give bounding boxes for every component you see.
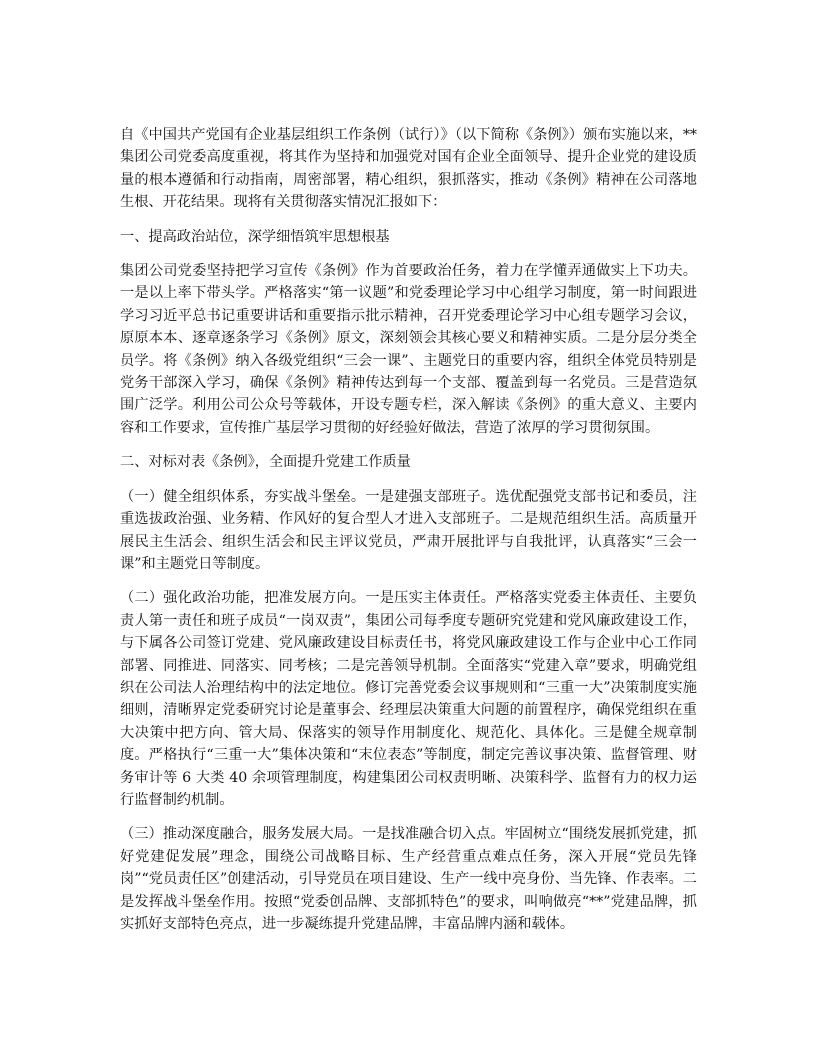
subsection-1-paragraph: （一）健全组织体系，夯实战斗堡垒。一是建强支部班子。选优配强党支部书记和委员，注重选拔政治强、业务精、作风好的复合型人才进入支部班子。二是规范组织生活。高质量开展民主生活会、组织生活会和民主评议党员，严肃开展批评与自我批评，认真落实“三会一课”和主题党日等制度。: [120, 488, 697, 572]
section-heading-1: 一、提高政治站位，深学细悟筑牢思想根基: [120, 228, 390, 245]
subsection-3-paragraph: （三）推动深度融合，服务发展大局。一是找准融合切入点。牢固树立“围绕发展抓党建，抓好党建促发展”理念，围绕公司战略目标、生产经营重点难点任务，深入开展“党员先锋岗”“党员责任区”创建活动，引导党员在项目建设、生产一线中亮身份、当先锋、作表率。二是发挥战斗堡垒作用。按照“党委创品牌、支部抓特色”的要求，叫响做亮“**”党建品牌，抓实抓好支部特色亮点，进一步凝练提升党建品牌，丰富品牌内涵和载体。: [120, 826, 697, 932]
intro-paragraph: 自《中国共产党国有企业基层组织工作条例（试行）》（以下简称《条例》）颁布实施以来，**集团公司党委高度重视，将其作为坚持和加强党对国有企业全面领导、提升企业党的建设质量的根本遵循和行动指南，周密部署，精心组织，狠抓落实，推动《条例》精神在公司落地生根、开花结果。现将有关贯彻落实情况汇报如下：: [120, 127, 697, 211]
section-1-paragraph: 集团公司党委坚持把学习宣传《条例》作为首要政治任务，着力在学懂弄通做实上下功夫。一是以上率下带头学。严格落实“第一议题”和党委理论学习中心组学习制度，第一时间跟进学习习近平总书记重要讲话和重要指示批示精神，召开党委理论学习中心组专题学习会议，原原本本、逐章逐条学习《条例》原文，深刻领会其核心要义和精神实质。二是分层分类全员学。将《条例》纳入各级党组织“三会一课”、主题党日的重要内容，组织全体党员特别是党务干部深入学习，确保《条例》精神传达到每一个支部、覆盖到每一名党员。三是营造氛围广泛学。利用公司公众号等载体，开设专题专栏，深入解读《条例》的重大意义、主要内容和工作要求，宣传推广基层学习贯彻的好经验好做法，营造了浓厚的学习贯彻氛围。: [120, 263, 697, 436]
subsection-2-paragraph: （二）强化政治功能，把准发展方向。一是压实主体责任。严格落实党委主体责任、主要负责人第一责任和班子成员“一岗双责”，集团公司每季度专题研究党建和党风廉政建设工作，与下属各公司签订党建、党风廉政建设目标责任书，将党风廉政建设工作与企业中心工作同部署、同推进、同落实、同考核；二是完善领导机制。全面落实“党建入章”要求，明确党组织在公司法人治理结构中的法定地位。修订完善党委会议事规则和“三重一大”决策制度实施细则，清晰界定党委研究讨论是董事会、经理层决策重大问题的前置程序，确保党组织在重大决策中把方向、管大局、保落实的领导作用制度化、规范化、具体化。三是健全规章制度。严格执行“三重一大”集体决策和“末位表态”等制度，制定完善议事决策、监督管理、财务审计等 6 大类 40 余项管理制度，构建集团公司权责明晰、决策科学、监督有力的权力运行监督制约机制。: [120, 590, 697, 808]
section-heading-2: 二、对标对表《条例》，全面提升党建工作质量: [120, 454, 411, 471]
document-body: [120, 124, 697, 947]
